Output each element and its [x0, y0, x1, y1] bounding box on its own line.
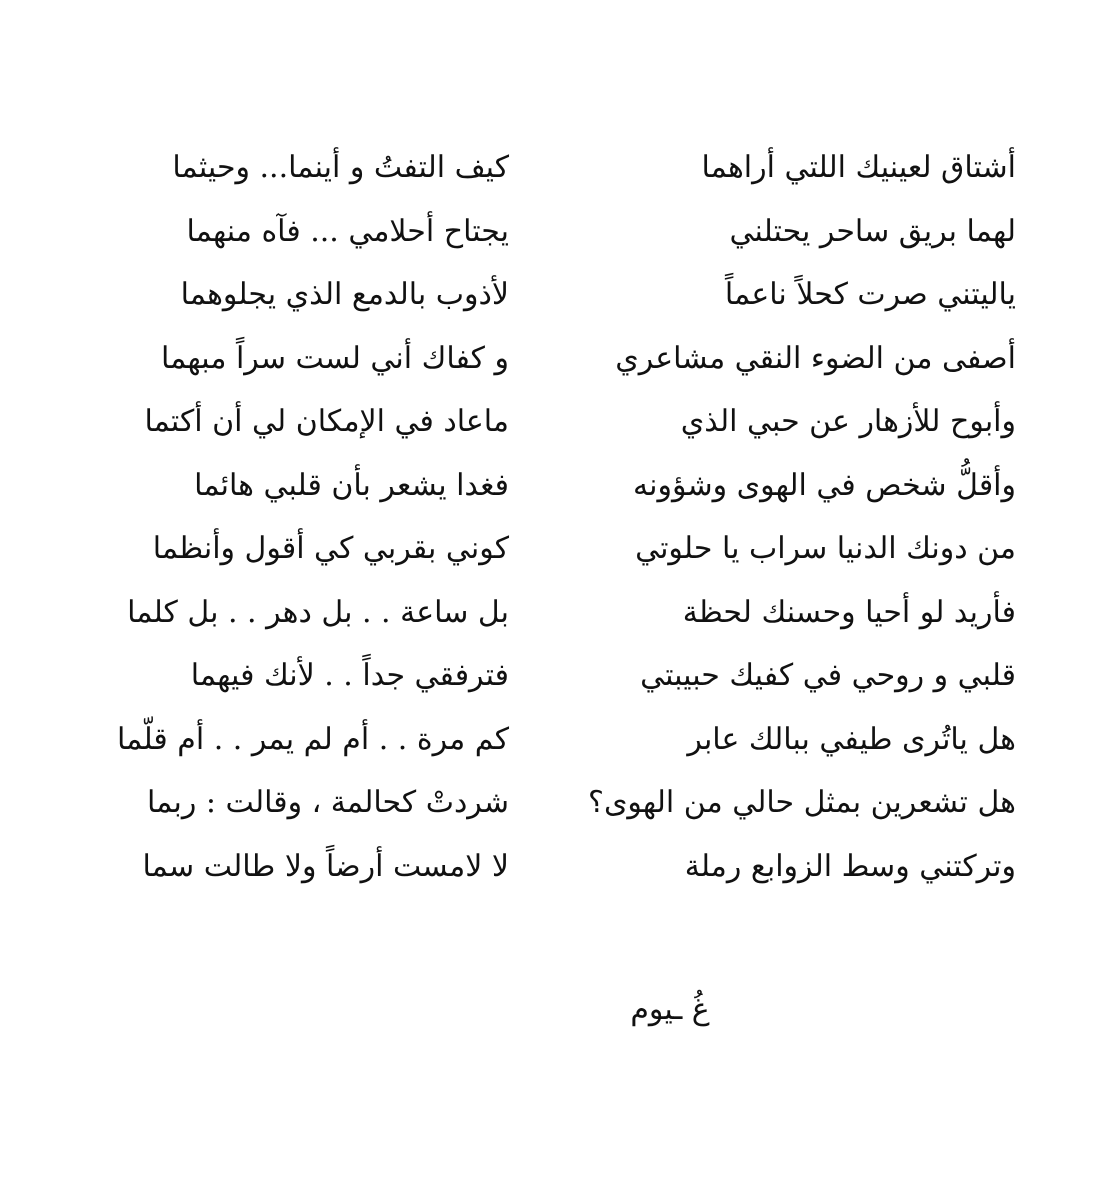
verse-right-5: وأبوح للأزهار عن حبي الذي	[680, 404, 1016, 439]
verse-right-6: وأقلُّ شخص في الهوى وشؤونه	[633, 467, 1016, 503]
verse-right-11: هل تشعرين بمثل حالي من الهوى؟	[588, 785, 1016, 820]
verse-left-6: فغدا يشعر بأن قلبي هائما	[194, 467, 509, 503]
verse-right-7: من دونك الدنيا سراب يا حلوتي	[635, 531, 1016, 566]
verse-right-3: ياليتني صرت كحلاً ناعماً	[724, 277, 1016, 312]
verse-right-4: أصفى من الضوء النقي مشاعري	[615, 340, 1016, 376]
verse-left-11: شردتْ كحالمة ، وقالت : ربما	[146, 785, 509, 820]
verse-left-1: كيف التفتُ و أينما... وحيثما	[172, 150, 509, 185]
verse-right-10: هل ياتُرى طيفي ببالك عابر	[687, 721, 1016, 757]
verse-right-8: فأريد لو أحيا وحسنك لحظة	[682, 594, 1016, 630]
verse-right-9: قلبي و روحي في كفيك حبيبتي	[640, 658, 1016, 693]
poem-right-column	[546, 152, 1016, 914]
verse-right-12: وتركتني وسط الزوابع رملة	[684, 848, 1016, 884]
verse-left-9: فترفقي جداً . . لأنك فيهما	[190, 658, 509, 693]
verse-left-5: ماعاد في الإمكان لي أن أكتما	[144, 404, 509, 439]
poem-signature: غُ ـيوم	[630, 992, 710, 1027]
verse-left-12: لا لامست أرضاً ولا طالت سما	[142, 848, 509, 884]
verse-left-3: لأذوب بالدمع الذي يجلوهما	[180, 277, 509, 312]
verse-left-8: بل ساعة . . بل دهر . . بل كلما	[127, 594, 509, 630]
verse-left-4: و كفاك أني لست سراً مبهما	[160, 340, 509, 376]
verse-left-10: كم مرة . . أم لم يمر . . أم قلّما	[116, 721, 509, 757]
verse-left-2: يجتاح أحلامي ... فآه منهما	[186, 213, 509, 249]
poem-left-column	[69, 152, 509, 914]
verse-right-2: لهما بريق ساحر يحتلني	[729, 213, 1016, 249]
verse-left-7: كوني بقربي كي أقول وأنظما	[152, 531, 509, 566]
verse-right-1: أشتاق لعينيك اللتي أراهما	[701, 150, 1016, 185]
